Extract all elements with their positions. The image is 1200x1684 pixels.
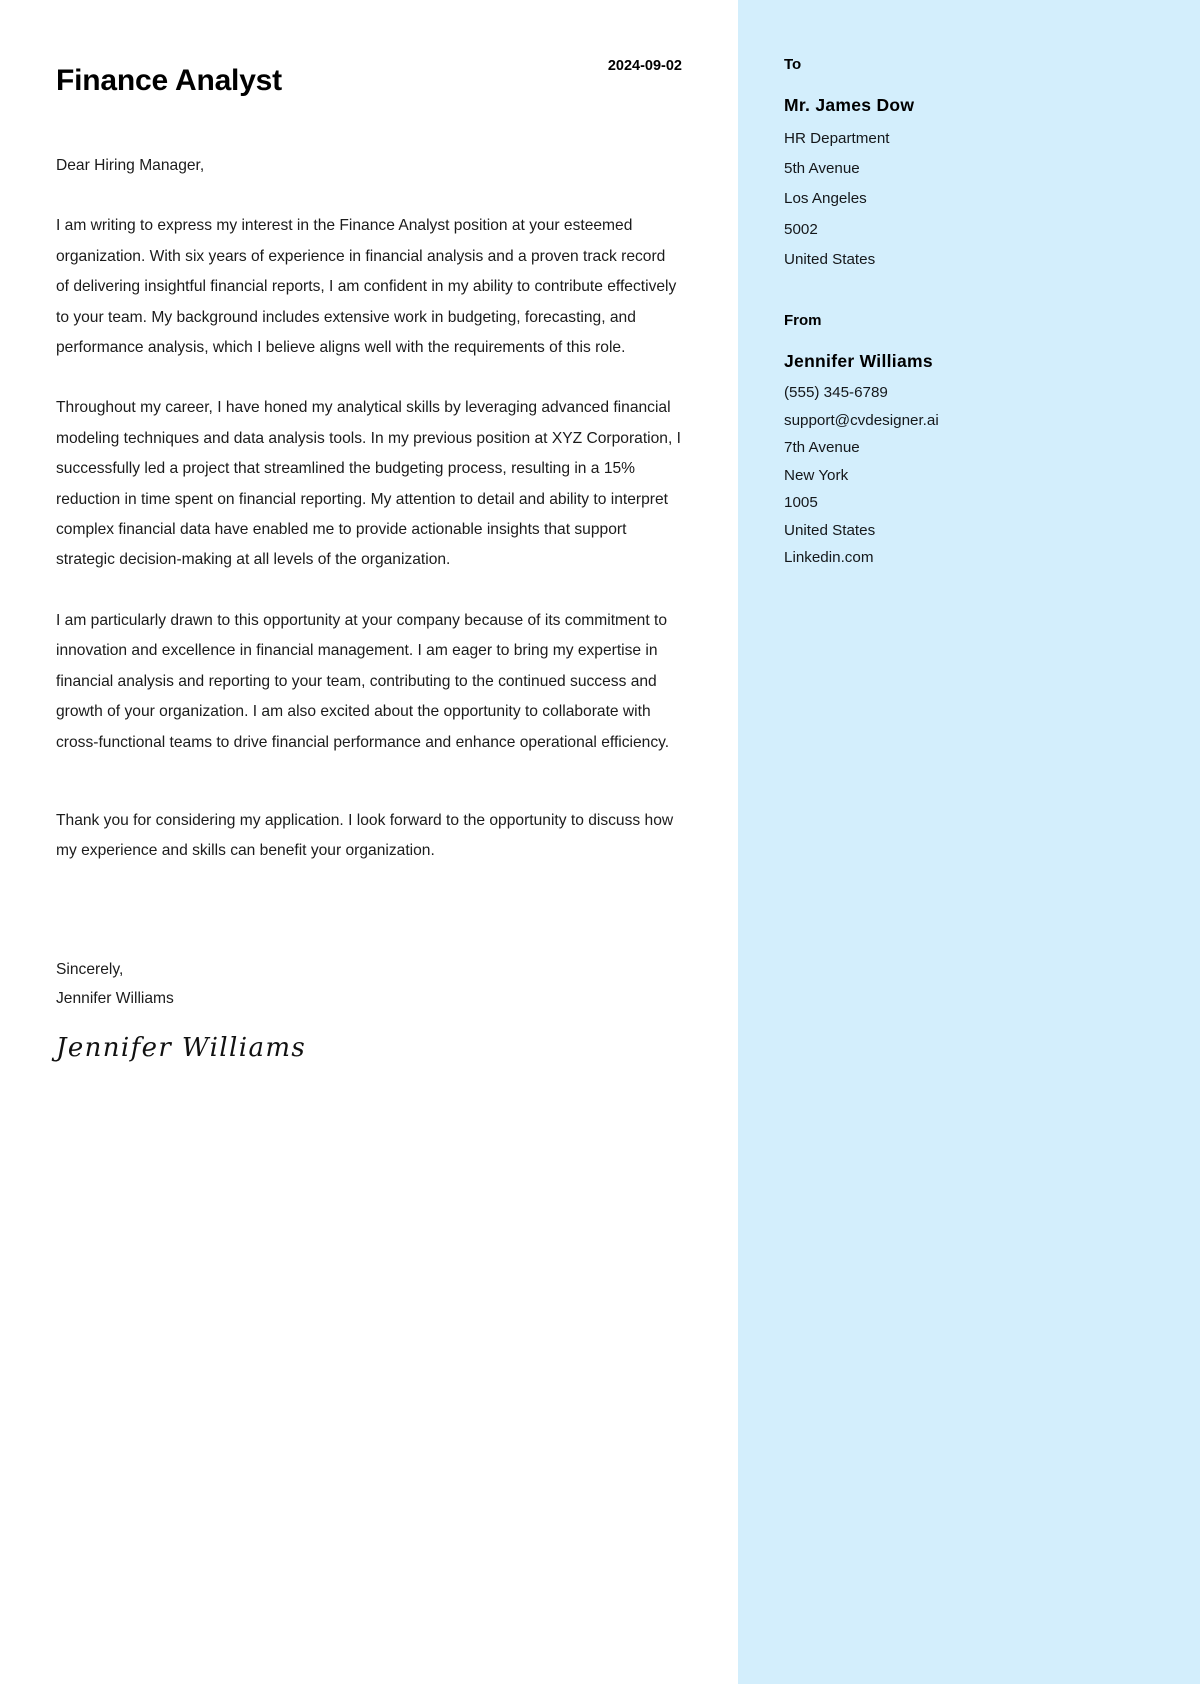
handwritten-signature: Jennifer Williams — [56, 1032, 307, 1063]
recipient-line: Los Angeles — [784, 190, 867, 208]
sender-email: support@cvdesigner.ai — [784, 411, 939, 429]
contact-sidebar — [738, 0, 1200, 1684]
recipient-line: United States — [784, 251, 876, 269]
recipient-line: 5002 — [784, 220, 818, 238]
recipient-line: HR Department — [784, 129, 890, 147]
sender-details — [784, 379, 1160, 572]
sender-linkedin: Linkedin.com — [784, 549, 874, 567]
sender-phone: (555) 345-6789 — [784, 384, 888, 402]
recipient-block — [784, 56, 1160, 276]
closing-paragraph: Thank you for considering my application. I look forward to the opportunity to discuss how my experience and skills can benefit your organization. — [56, 811, 674, 860]
sender-name: Jennifer Williams — [784, 350, 933, 371]
sender-city: New York — [784, 466, 849, 484]
letter-body — [56, 151, 682, 1061]
sender-street: 7th Avenue — [784, 439, 860, 457]
closing-name: Jennifer Williams — [56, 989, 174, 1007]
sender-postcode: 1005 — [784, 494, 818, 512]
recipient-name: Mr. James Dow — [784, 95, 915, 115]
body-paragraph-2: Throughout my career, I have honed my analytical skills by leveraging advanced financial modeling techniques and data analysis tools. In my previous position at XYZ Corporation, I successfully led a project that streamlined the budgeting process, resulting in a 15% reduction in time spent on financial reporting. My attention to detail and ability to interpret complex financial data have enabled me to provide actionable insights that support strategic decision-making at all levels of the organization. — [56, 399, 681, 569]
recipient-label: To — [784, 56, 802, 73]
body-paragraph-1: I am writing to express my interest in the Finance Analyst position at your esteemed organization. With six years of experience in financial analysis and a proven track record of delivering insightful financial reports, I am confident in my ability to contribute effectively to your team. My background includes extensive work in budgeting, forecasting, and performance analysis, which I believe aligns well with the requirements of this role. — [56, 217, 677, 357]
body-paragraph-3: I am particularly drawn to this opportunity at your company because of its commitment to innovation and excellence in financial management. I am eager to bring my expertise in financial analysis and reporting to your team, contributing to the continued success and growth of your organization. I am also excited about the opportunity to collaborate with cross-functional teams to drive financial performance and enhance operational efficiency. — [56, 611, 670, 751]
salutation: Dear Hiring Manager, — [56, 157, 205, 174]
sender-label: From — [784, 311, 822, 329]
sender-country: United States — [784, 521, 876, 539]
letter-header — [56, 52, 682, 97]
recipient-line: 5th Avenue — [784, 160, 860, 178]
page-title: Finance Analyst — [56, 64, 282, 97]
document-date: 2024-09-02 — [607, 58, 682, 74]
closing-word: Sincerely, — [56, 960, 124, 978]
letter-closing — [56, 955, 682, 1013]
sender-block — [784, 312, 1160, 572]
